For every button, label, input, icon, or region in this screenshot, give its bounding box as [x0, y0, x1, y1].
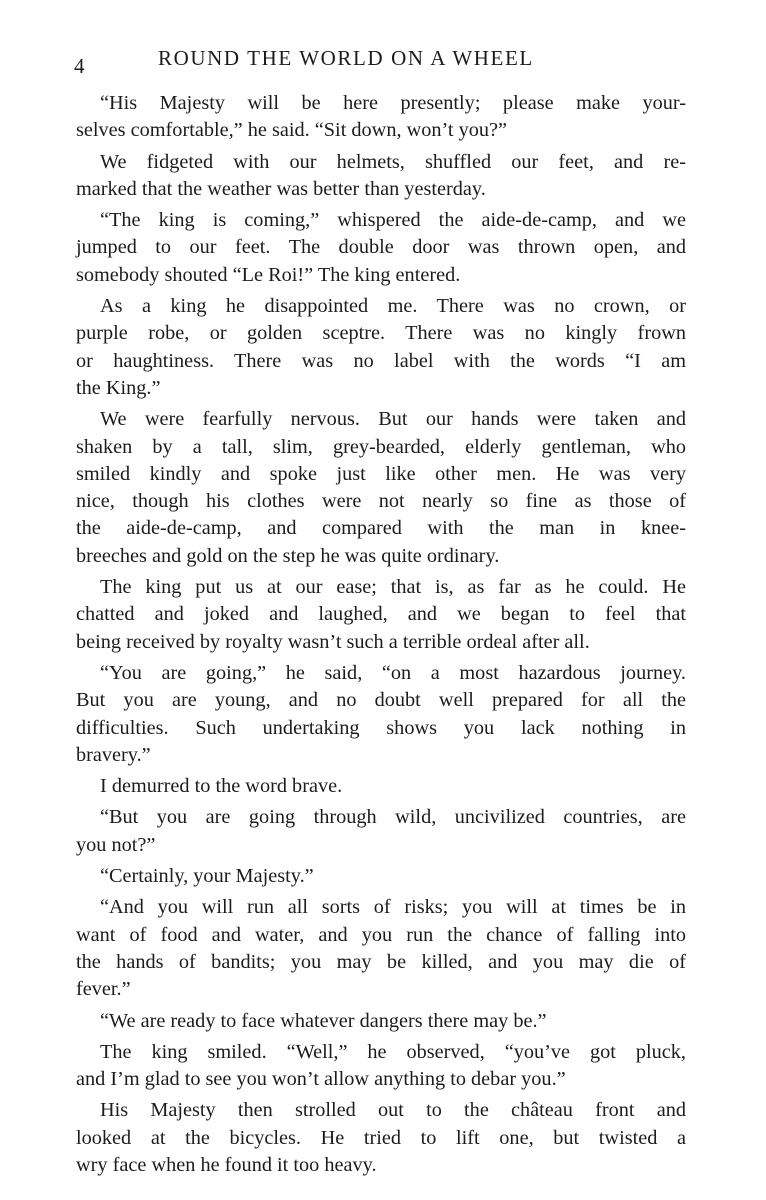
paragraph	[76, 660, 686, 769]
text-line: wry face when he found it too heavy.	[76, 1153, 377, 1176]
paragraph	[76, 90, 686, 145]
text-line: smiled kindly and spoke just like other men. He was very	[76, 462, 686, 485]
text-line: “His Majesty will be here presently; please make your-	[100, 92, 686, 114]
page-number: 4	[74, 54, 85, 78]
text-line: selves comfortable,” he said. “Sit down, won’t you?”	[76, 119, 508, 142]
paragraph	[76, 1008, 686, 1035]
text-line: “You are going,” he said, “on a most hazardous journey.	[100, 661, 686, 684]
text-line: want of food and water, and you run the chance of falling into	[76, 923, 686, 946]
text-line: jumped to our feet. The double door was thrown open, and	[76, 236, 686, 259]
paragraph	[76, 863, 686, 890]
text-line: the hands of bandits; you may be killed, and you may die of	[76, 950, 686, 973]
text-line: marked that the weather was better than yesterday.	[76, 177, 486, 200]
text-line: nice, though his clothes were not nearly so fine as those of	[76, 490, 686, 513]
text-line: shaken by a tall, slim, grey-bearded, elderly gentleman, who	[76, 435, 686, 458]
running-head: ROUND THE WORLD ON A WHEEL	[158, 46, 534, 70]
text-line: the aide-de-camp, and compared with the man in knee-	[76, 517, 686, 540]
paragraph	[76, 1097, 686, 1179]
text-line: “But you are going through wild, uncivilized countries, are	[100, 806, 686, 829]
paragraph	[76, 894, 686, 1003]
paragraph	[76, 804, 686, 859]
text-line: being received by royalty wasn’t such a terrible ordeal after all.	[76, 630, 590, 653]
paragraph	[76, 406, 686, 570]
text-line: His Majesty then strolled out to the château front and	[100, 1099, 686, 1122]
text-line: I demurred to the word brave.	[100, 775, 343, 798]
text-line: But you are young, and no doubt well prepared for all the	[76, 689, 686, 712]
text-line: bravery.”	[76, 743, 151, 766]
body-text	[76, 90, 686, 1183]
text-line: fever.”	[76, 978, 131, 1001]
text-line: looked at the bicycles. He tried to lift one, but twisted a	[76, 1126, 686, 1149]
paragraph	[76, 1039, 686, 1094]
text-line: or haughtiness. There was no label with the words “I am	[76, 349, 686, 372]
page-header	[74, 44, 690, 78]
text-line: somebody shouted “Le Roi!” The king entered.	[76, 263, 461, 286]
text-line: difficulties. Such undertaking shows you lack nothing in	[76, 716, 686, 739]
paragraph	[76, 773, 686, 800]
paragraph	[76, 574, 686, 656]
text-line: “And you will run all sorts of risks; you will at times be in	[100, 896, 686, 919]
text-line: “The king is coming,” whispered the aide-de-camp, and we	[100, 209, 686, 232]
text-line: The king put us at our ease; that is, as far as he could. He	[100, 576, 686, 599]
text-line: As a king he disappointed me. There was no crown, or	[100, 295, 686, 318]
text-line: you not?”	[76, 833, 156, 856]
text-line: We were fearfully nervous. But our hands were taken and	[100, 408, 686, 431]
paragraph	[76, 293, 686, 402]
text-line: “Certainly, your Majesty.”	[100, 865, 314, 888]
text-line: We fidgeted with our helmets, shuffled our feet, and re-	[100, 150, 686, 173]
text-line: “We are ready to face whatever dangers there may be.”	[100, 1009, 547, 1032]
paragraph	[76, 149, 686, 204]
text-line: the King.”	[76, 376, 161, 399]
text-line: breeches and gold on the step he was quite ordinary.	[76, 544, 500, 567]
text-line: chatted and joked and laughed, and we began to feel that	[76, 603, 686, 626]
text-line: purple robe, or golden sceptre. There was no kingly frown	[76, 322, 686, 345]
text-line: The king smiled. “Well,” he observed, “you’ve got pluck,	[100, 1040, 686, 1063]
paragraph	[76, 207, 686, 289]
text-line: and I’m glad to see you won’t allow anything to debar you.”	[76, 1068, 566, 1091]
